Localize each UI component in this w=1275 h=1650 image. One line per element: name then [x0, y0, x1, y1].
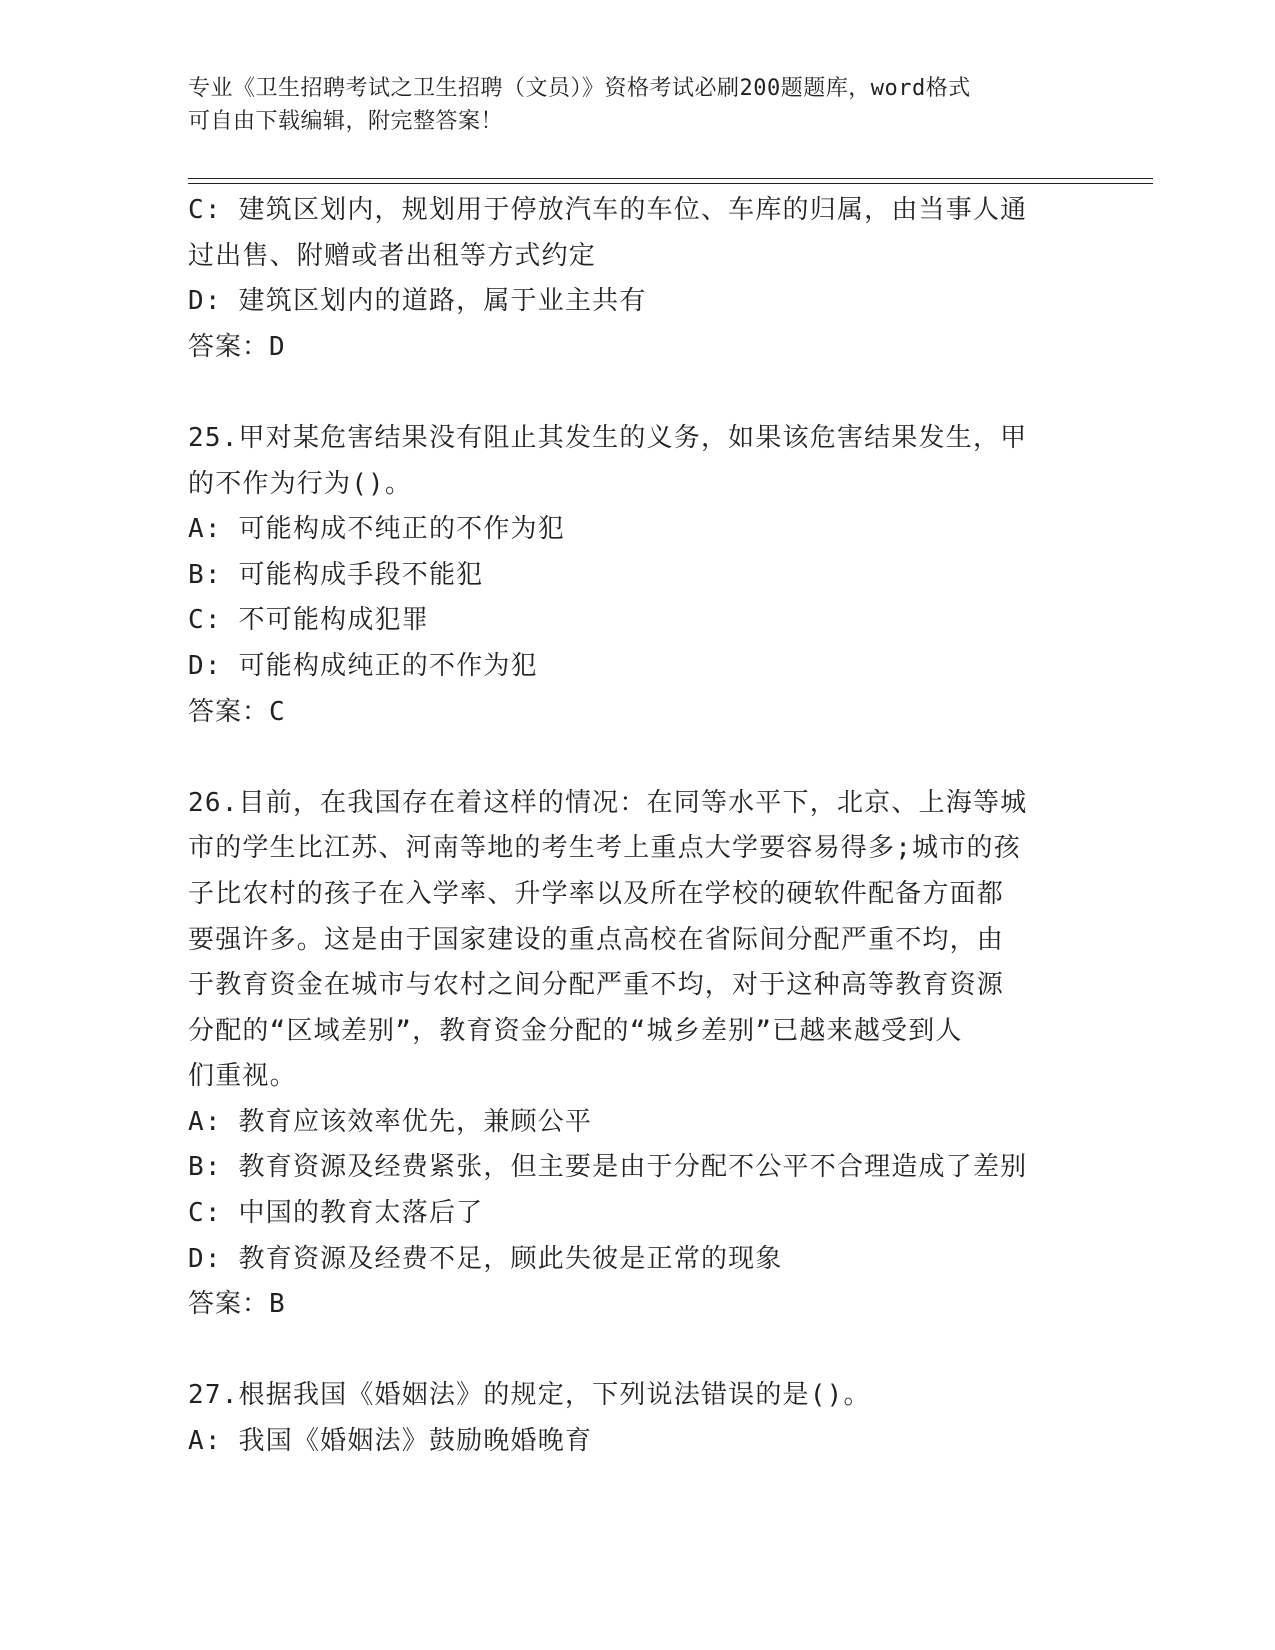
header-line-2: 可自由下载编辑，附完整答案！ — [188, 109, 504, 134]
option-c: C: 不可能构成犯罪 — [188, 605, 429, 636]
option-b: B: 教育资源及经费紧张，但主要是由于分配不公平不合理造成了差别 — [188, 1152, 1028, 1183]
option-a: A: 可能构成不纯正的不作为犯 — [188, 514, 565, 545]
document-header — [188, 72, 1088, 138]
answer-value: D — [269, 331, 286, 362]
option-c-continued: 过出售、附赠或者出租等方式约定 — [188, 240, 597, 271]
question-stem-continued: 子比农村的孩子在入学率、升学率以及所在学校的硬软件配备方面都 — [188, 878, 1005, 909]
option-c: C: 中国的教育太落后了 — [188, 1198, 484, 1229]
answer-value: B — [269, 1289, 286, 1320]
option-b: B: 可能构成手段不能犯 — [188, 559, 484, 590]
answer — [188, 690, 1088, 736]
option-c: C: 建筑区划内，规划用于停放汽车的车位、车库的归属，由当事人通 — [188, 195, 1028, 225]
option-d: D: 可能构成纯正的不作为犯 — [188, 650, 538, 681]
question-stem-continued: 要强许多。这是由于国家建设的重点高校在省际间分配严重不均，由 — [188, 924, 1005, 955]
answer-label: 答案： — [188, 696, 270, 727]
question-stem: 27.根据我国《婚姻法》的规定，下列说法错误的是()。 — [188, 1380, 871, 1411]
question-stem: 26.目前，在我国存在着这样的情况：在同等水平下，北京、上海等城 — [188, 787, 1028, 818]
header-divider-bottom — [188, 183, 1153, 184]
question-stem: 25.甲对某危害结果没有阻止其发生的义务，如果该危害结果发生，甲 — [188, 422, 1028, 453]
option-d: D: 教育资源及经费不足，顾此失彼是正常的现象 — [188, 1243, 783, 1274]
question-24-tail — [188, 188, 1088, 370]
answer-label: 答案： — [188, 1289, 270, 1320]
question-27 — [188, 1373, 1088, 1464]
option-d: D: 建筑区划内的道路，属于业主共有 — [188, 286, 647, 317]
answer-value: C — [269, 696, 286, 727]
question-stem-continued: 于教育资金在城市与农村之间分配严重不均，对于这种高等教育资源 — [188, 970, 1005, 1001]
header-line-1: 专业《卫生招聘考试之卫生招聘（文员）》资格考试必刷200题题库，word格式 — [188, 76, 971, 101]
question-26 — [188, 781, 1088, 1328]
question-stem-continued: 市的学生比江苏、河南等地的考生考上重点大学要容易得多;城市的孩 — [188, 833, 1021, 864]
question-spacer — [188, 1328, 1088, 1374]
answer-label: 答案： — [188, 331, 270, 362]
option-a: A: 我国《婚姻法》鼓励晚婚晚育 — [188, 1426, 593, 1457]
question-25 — [188, 416, 1088, 735]
question-stem-continued: 分配的“区域差别”，教育资金分配的“城乡差别”已越来越受到人 — [188, 1015, 963, 1046]
option-a: A: 教育应该效率优先，兼顾公平 — [188, 1106, 593, 1137]
question-spacer — [188, 735, 1088, 781]
answer — [188, 325, 1088, 371]
question-body — [188, 188, 1088, 1465]
question-spacer — [188, 370, 1088, 416]
question-stem-continued: 们重视。 — [188, 1061, 297, 1092]
question-stem-continued: 的不作为行为()。 — [188, 468, 413, 499]
answer — [188, 1282, 1088, 1328]
header-divider-top — [188, 178, 1153, 179]
